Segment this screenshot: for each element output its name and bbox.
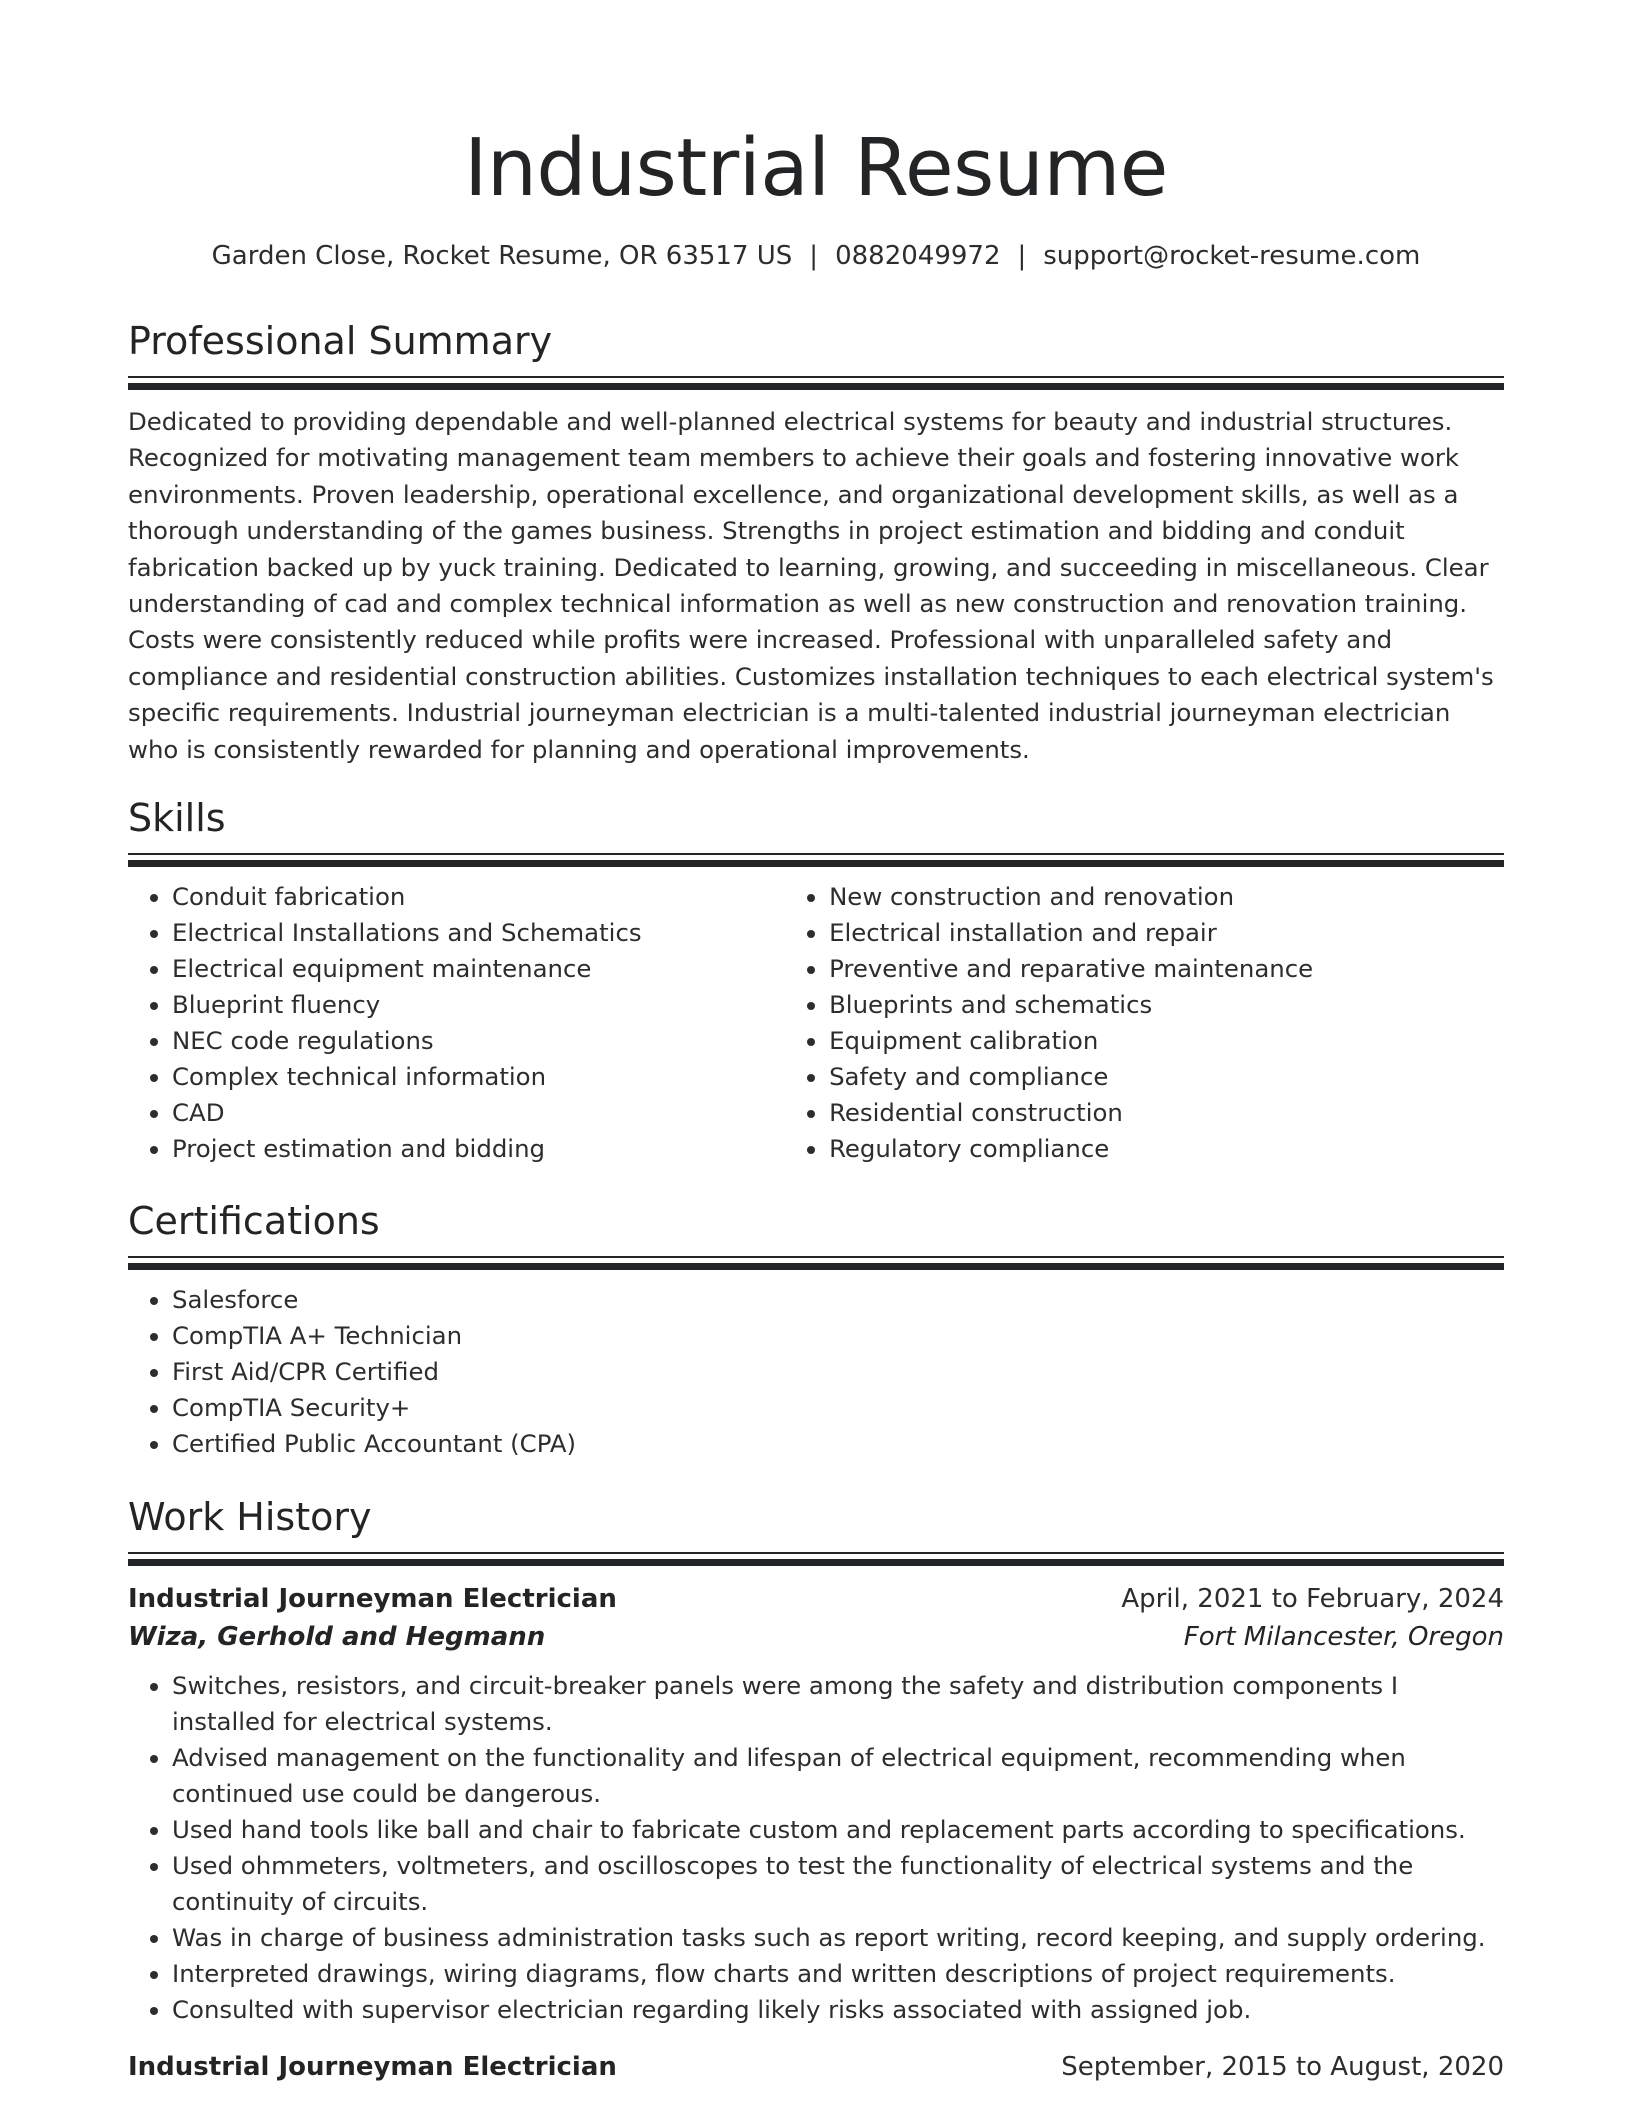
certification-item: • Certified Public Accountant (CPA) <box>172 1426 1504 1462</box>
contact-phone: 0882049972 <box>835 241 1001 271</box>
contact-separator: | <box>1017 241 1027 271</box>
job-header <box>128 1580 1504 1618</box>
job-entry <box>128 1580 1504 2028</box>
skills-columns <box>128 867 1504 1167</box>
job-duty-item: • Interpreted drawings, wiring diagrams, flow charts and written descriptions of project requirements. <box>172 1956 1504 1992</box>
skill-item: • Electrical equipment maintenance <box>172 951 785 987</box>
skill-item: • Safety and compliance <box>829 1059 1504 1095</box>
job-company: Wiza, Gerhold and Hegmann <box>128 1622 546 1652</box>
skills-section <box>128 795 1504 1167</box>
section-rule-thick <box>128 1263 1504 1270</box>
summary-title: Professional Summary <box>128 319 553 363</box>
summary-text: Dedicated to providing dependable and well-planned electrical systems for beauty and industrial structures. Recognized for motivating management team members to achieve their goals and fostering innovative work environments. Proven leadership, operational excellence, and organizational development skills, as well as a thorough understanding of the games business. Strengths in project estimation and bidding and conduit fabrication backed up by yuck training. Dedicated to learning, growing, and succeeding in miscellaneous. Clear understanding of cad and complex technical information as well as new construction and renovation training. Costs were consistently reduced while profits were increased. Professional with unparalleled safety and compliance and residential construction abilities. Customizes installation techniques to each electrical system's specific requirements. Industrial journeyman electrician is a multi-talented industrial journeyman electrician who is consistently rewarded for planning and operational improvements. <box>128 407 1494 764</box>
section-rule-thin <box>128 853 1504 855</box>
certification-item: • Salesforce <box>172 1282 1504 1318</box>
section-rule-thick <box>128 1559 1504 1566</box>
skill-item: • Regulatory compliance <box>829 1131 1504 1167</box>
section-rule-thin <box>128 1256 1504 1258</box>
job-duty-item: • Used hand tools like ball and chair to fabricate custom and replacement parts according to specifications. <box>172 1812 1504 1848</box>
skill-item: • Blueprint fluency <box>172 987 785 1023</box>
job-duty-item: • Was in charge of business administration tasks such as report writing, record keeping, and supply ordering. <box>172 1920 1504 1956</box>
skills-list-right <box>785 879 1504 1167</box>
job-dates: April, 2021 to February, 2024 <box>1121 1584 1504 1614</box>
skill-item: • CAD <box>172 1095 785 1131</box>
skill-item: • NEC code regulations <box>172 1023 785 1059</box>
work-history-section <box>128 1494 1504 2086</box>
section-rule-thick <box>128 383 1504 390</box>
job-dates: September, 2015 to August, 2020 <box>1061 2052 1504 2082</box>
skill-item: • Residential construction <box>829 1095 1504 1131</box>
skill-item: • New construction and renovation <box>829 879 1504 915</box>
contact-line <box>128 238 1504 274</box>
contact-email: support@rocket-resume.com <box>1043 241 1421 271</box>
job-title: Industrial Journeyman Electrician <box>128 2052 617 2082</box>
job-duty-item: • Consulted with supervisor electrician regarding likely risks associated with assigned job. <box>172 1992 1504 2028</box>
section-rule-thin <box>128 1552 1504 1554</box>
skill-item: • Complex technical information <box>172 1059 785 1095</box>
job-duty-item: • Switches, resistors, and circuit-breaker panels were among the safety and distribution components I installed for electrical systems. <box>172 1668 1504 1740</box>
skill-item: • Project estimation and bidding <box>172 1131 785 1167</box>
certification-item: • CompTIA A+ Technician <box>172 1318 1504 1354</box>
contact-address: Garden Close, Rocket Resume, OR 63517 US <box>211 241 793 271</box>
job-duty-item: • Used ohmmeters, voltmeters, and oscilloscopes to test the functionality of electrical systems and the continuity of circuits. <box>172 1848 1504 1920</box>
skill-item: • Conduit fabrication <box>172 879 785 915</box>
resume-name: Industrial Resume <box>464 122 1168 214</box>
job-header <box>128 2048 1504 2086</box>
skill-item: • Blueprints and schematics <box>829 987 1504 1023</box>
skill-item: • Electrical Installations and Schematics <box>172 915 785 951</box>
work-history-title: Work History <box>128 1495 372 1539</box>
skills-title: Skills <box>128 796 226 840</box>
skill-item: • Equipment calibration <box>829 1023 1504 1059</box>
certifications-title: Certifications <box>128 1199 380 1243</box>
contact-separator: | <box>809 241 819 271</box>
certifications-list <box>128 1282 1504 1462</box>
certifications-section <box>128 1198 1504 1462</box>
job-duty-item: • Advised management on the functionality and lifespan of electrical equipment, recommending when continued use could be dangerous. <box>172 1740 1504 1812</box>
section-rule-thick <box>128 860 1504 867</box>
skill-item: • Electrical installation and repair <box>829 915 1504 951</box>
job-duties-list <box>128 1668 1504 2028</box>
job-entry <box>128 2048 1504 2086</box>
job-title: Industrial Journeyman Electrician <box>128 1584 617 1614</box>
job-location: Fort Milancester, Oregon <box>1183 1622 1504 1652</box>
certification-item: • CompTIA Security+ <box>172 1390 1504 1426</box>
certification-item: • First Aid/CPR Certified <box>172 1354 1504 1390</box>
summary-section <box>128 318 1504 768</box>
skills-list-left <box>128 879 785 1167</box>
skill-item: • Preventive and reparative maintenance <box>829 951 1504 987</box>
job-subheader <box>128 1618 1504 1656</box>
section-rule-thin <box>128 376 1504 378</box>
